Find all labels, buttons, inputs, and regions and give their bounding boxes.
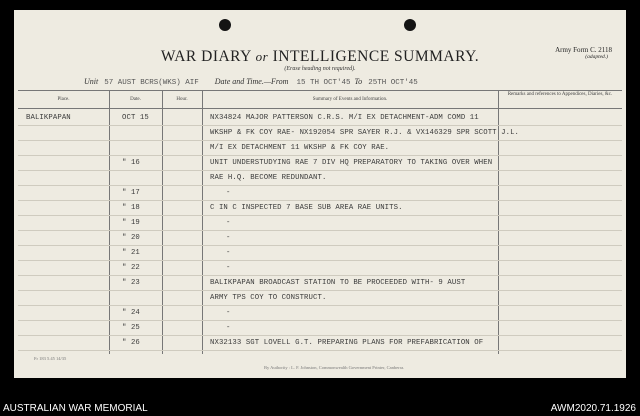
unit-label: Unit (84, 77, 99, 86)
entry-summary: - (226, 324, 231, 332)
form-id: Army Form C. 2118 (555, 46, 612, 54)
to-label: To (354, 77, 363, 86)
datetime-label: Date and Time.—From (214, 77, 289, 86)
entry-date: " 26 (122, 339, 140, 347)
entry-summary: - (226, 249, 231, 257)
column-divider (162, 90, 163, 354)
col-header-date: Date. (130, 97, 141, 102)
entry-date: " 16 (122, 159, 140, 167)
entry-summary: BALIKPAPAN BROADCAST STATION TO BE PROCEEDED WITH- 9 AUST (210, 279, 466, 287)
entry-summary: - (226, 189, 231, 197)
entry-date: " 23 (122, 279, 140, 287)
to-value: 25TH OCT'45 (368, 79, 418, 87)
archive-reference: AWM2020.71.1926 (550, 403, 636, 414)
print-code: Fr 183 5.45 14/35 (34, 356, 67, 361)
entry-place: BALIKPAPAN (26, 114, 71, 122)
punch-hole (404, 19, 416, 31)
row-rule (18, 350, 622, 351)
entry-summary: - (226, 309, 231, 317)
row-rule (18, 140, 622, 141)
title-left: WAR DIARY (160, 48, 252, 65)
form-subtitle: (Erase heading not required). (284, 66, 356, 72)
row-rule (18, 260, 622, 261)
entry-date: " 17 (122, 189, 140, 197)
column-divider (202, 90, 203, 354)
form-title (14, 48, 626, 66)
entry-summary: RAE H.Q. BECOME REDUNDANT. (210, 174, 327, 182)
entry-date: " 24 (122, 309, 140, 317)
punch-hole (219, 19, 231, 31)
diary-sheet (14, 10, 626, 378)
col-header-hour: Hour. (176, 97, 188, 102)
entry-summary: UNIT UNDERSTUDYING RAE 7 DIV HQ PREPARATORY TO TAKING OVER WHEN (210, 159, 493, 167)
entry-summary: NX34824 MAJOR PATTERSON C.R.S. M/I EX DETACHMENT-ADM COMD 11 (210, 114, 479, 122)
row-rule (18, 335, 622, 336)
entry-date: " 18 (122, 204, 140, 212)
row-rule (18, 215, 622, 216)
unit-value: 57 AUST BCRS(WKS) AIF (104, 79, 199, 87)
row-rule (18, 245, 622, 246)
entry-summary: WKSHP & FK COY RAE- NX192054 SPR SAYER R.J. & VX146329 SPR SCOTT J.L. (210, 129, 520, 137)
row-rule (18, 185, 622, 186)
row-rule (18, 125, 622, 126)
col-header-summary: Summary of Events and Information. (312, 97, 388, 102)
entry-summary: C IN C INSPECTED 7 BASE SUB AREA RAE UNITS. (210, 204, 403, 212)
row-rule (18, 275, 622, 276)
unit-line (84, 77, 418, 87)
entry-summary: ARMY TPS COY TO CONSTRUCT. (210, 294, 327, 302)
entry-date: OCT 15 (122, 114, 149, 122)
entry-date: " 25 (122, 324, 140, 332)
entry-date: " 21 (122, 249, 140, 257)
row-rule (18, 200, 622, 201)
title-or: or (255, 49, 269, 64)
printer-imprint: By Authority : L. F. Johnston, Commonwealth Government Printer, Canberra. (264, 365, 405, 370)
col-header-remarks: Remarks and references to Appendices, Diaries, &c. (507, 92, 613, 97)
entry-summary: - (226, 219, 231, 227)
row-rule (18, 170, 622, 171)
entry-summary: NX32133 SGT LOVELL G.T. PREPARING PLANS FOR PREFABRICATION OF (210, 339, 484, 347)
entry-summary: M/I EX DETACHMENT 11 WKSHP & FK COY RAE. (210, 144, 390, 152)
row-rule (18, 305, 622, 306)
from-value: 15 TH OCT'45 (296, 79, 351, 87)
entry-summary: - (226, 264, 231, 272)
col-header-place: Place. (57, 97, 70, 102)
entry-date: " 20 (122, 234, 140, 242)
title-right: INTELLIGENCE SUMMARY. (272, 48, 480, 65)
entry-date: " 22 (122, 264, 140, 272)
archive-caption: AUSTRALIAN WAR MEMORIAL (3, 403, 148, 414)
entry-date: " 19 (122, 219, 140, 227)
army-form-id (555, 46, 612, 60)
row-rule (18, 290, 622, 291)
form-note: (adapted.) (585, 54, 608, 60)
row-rule (18, 320, 622, 321)
column-divider (109, 90, 110, 354)
entry-summary: - (226, 234, 231, 242)
row-rule (18, 155, 622, 156)
row-rule (18, 230, 622, 231)
